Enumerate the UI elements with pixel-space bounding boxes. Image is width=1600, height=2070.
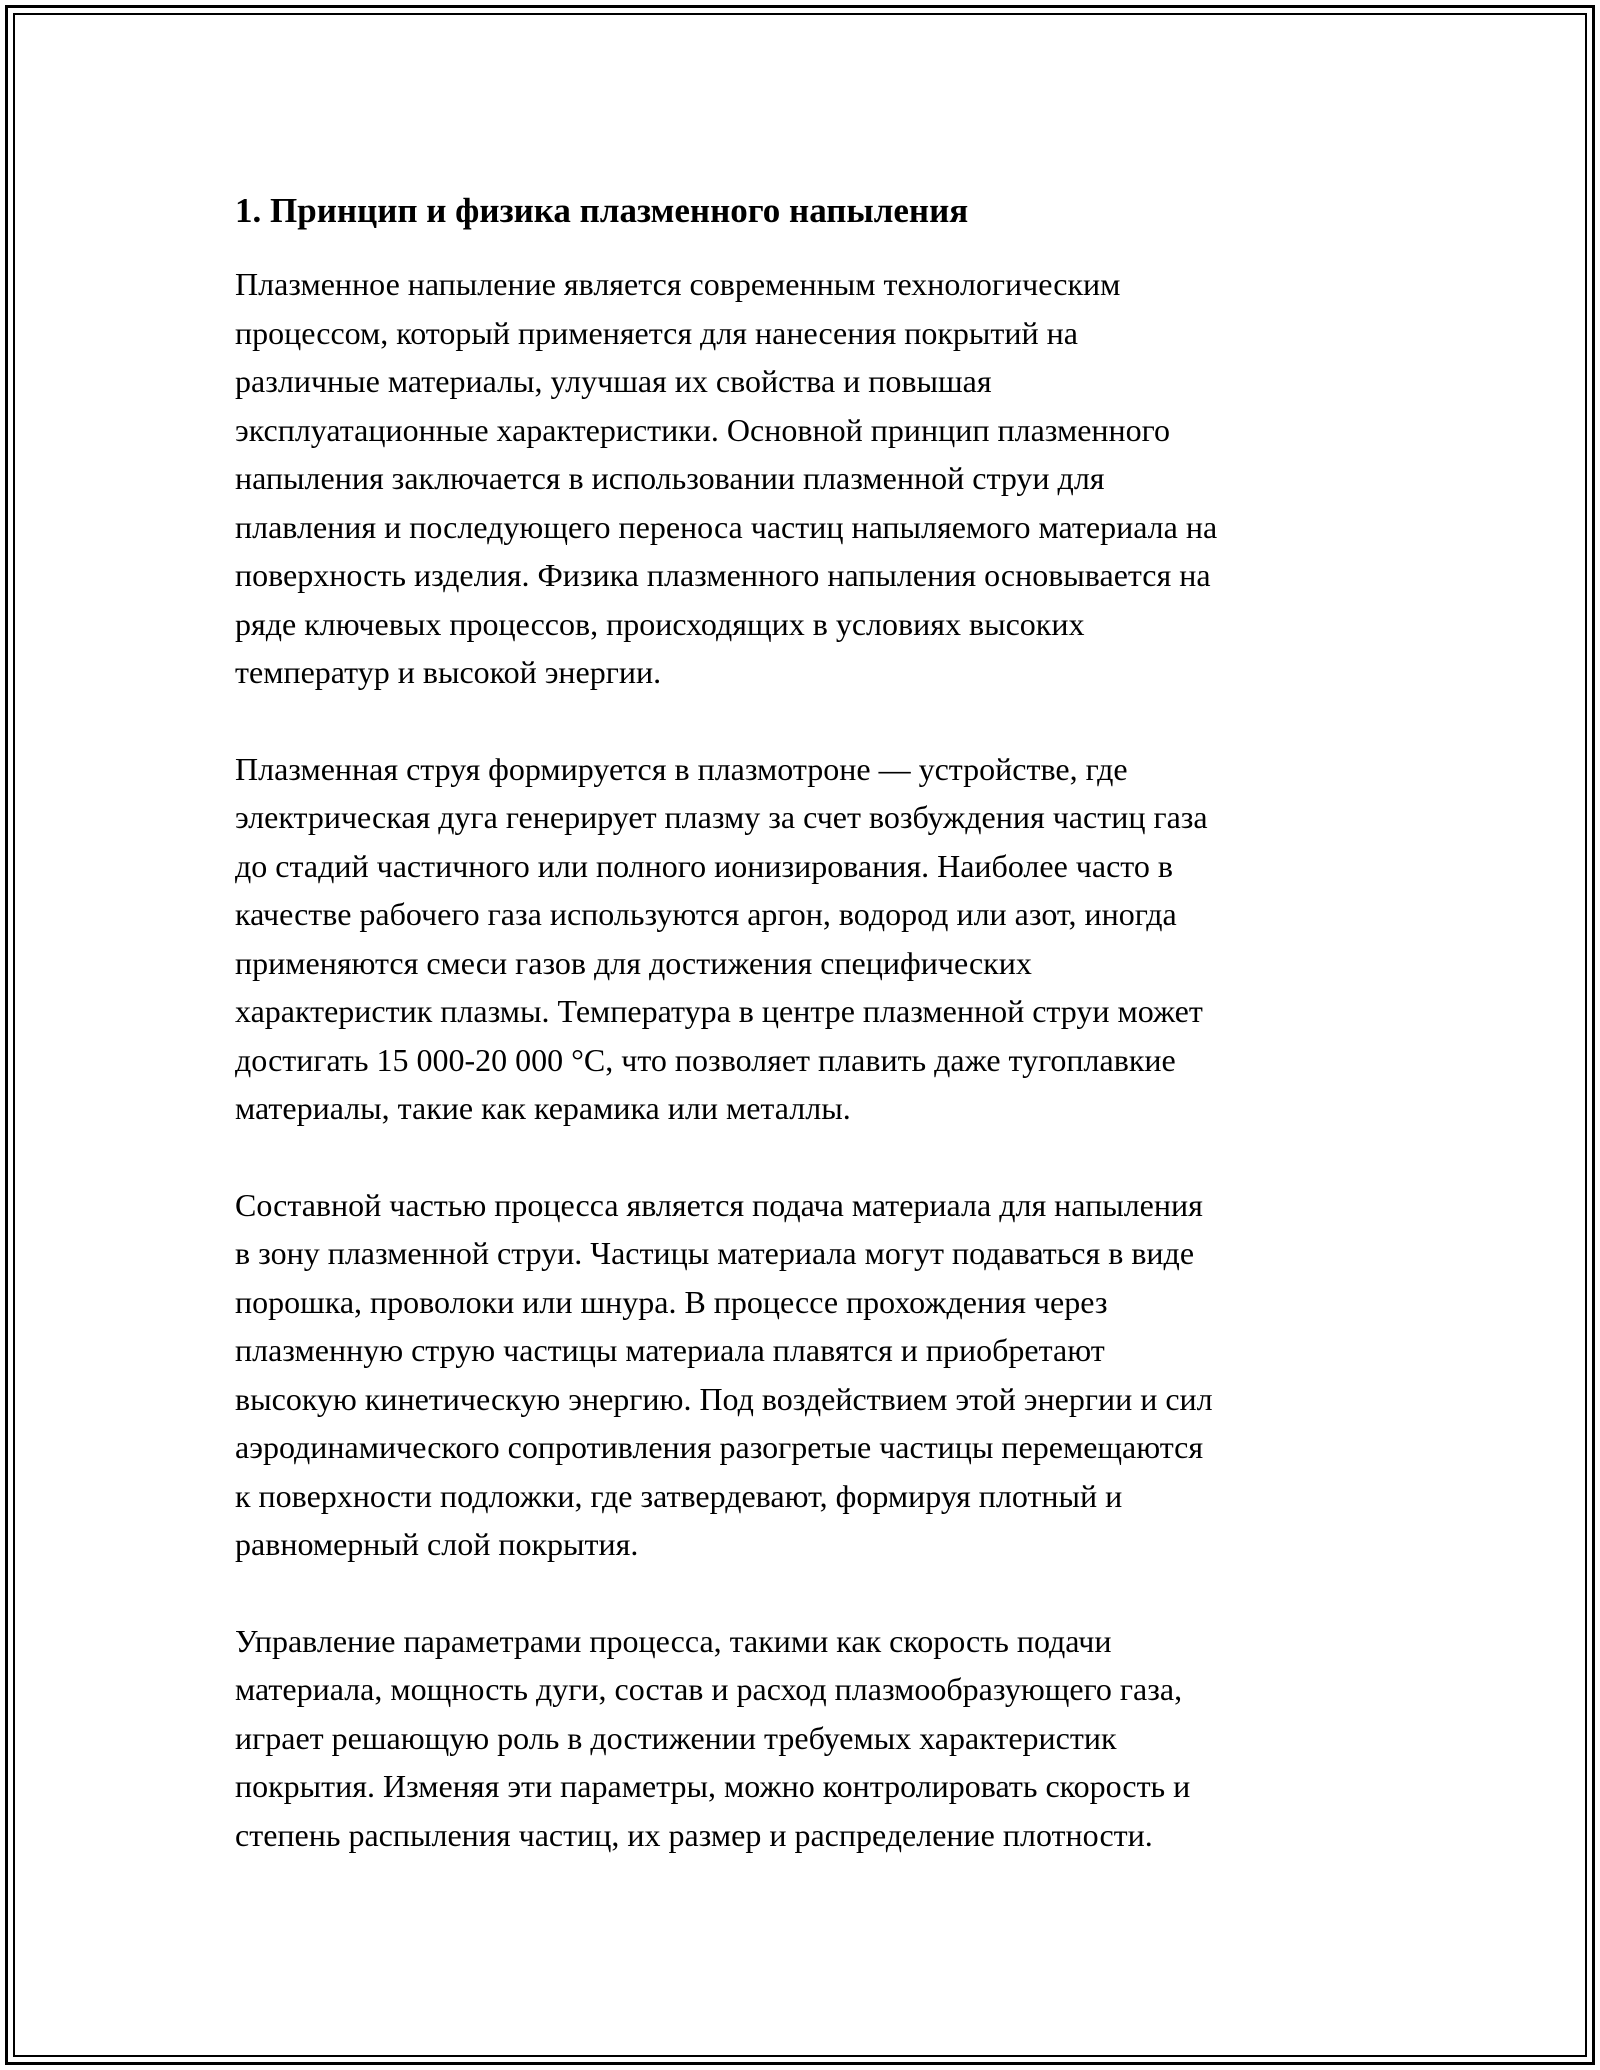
paragraph-line: температур и высокой энергии. bbox=[235, 654, 662, 690]
paragraph-line: материалы, такие как керамика или металлы. bbox=[235, 1090, 851, 1126]
paragraph-line: электрическая дуга генерирует плазму за счет возбуждения частиц газа bbox=[235, 799, 1208, 835]
paragraph-line: поверхность изделия. Физика плазменного напыления основывается на bbox=[235, 557, 1211, 593]
paragraph-line: в зону плазменной струи. Частицы материала могут подаваться в виде bbox=[235, 1235, 1195, 1271]
paragraph-line: различные материалы, улучшая их свойства и повышая bbox=[235, 363, 992, 399]
paragraph-line: равномерный слой покрытия. bbox=[235, 1526, 639, 1562]
paragraph-line: ряде ключевых процессов, происходящих в условиях высоких bbox=[235, 605, 1085, 642]
paragraph-line: играет решающую роль в достижении требуемых характеристик bbox=[235, 1719, 1117, 1756]
paragraph-line: материала, мощность дуги, состав и расход плазмообразующего газа, bbox=[235, 1671, 1183, 1707]
paragraph-line: высокую кинетическую энергию. Под воздействием этой энергии и сил bbox=[235, 1380, 1213, 1417]
paragraph-line: Плазменное напыление является современным технологическим bbox=[235, 266, 1121, 302]
paragraph-line: плазменную струю частицы материала плавятся и приобретают bbox=[235, 1332, 1105, 1368]
paragraph-line: качестве рабочего газа используются аргон, водород или азот, иногда bbox=[235, 896, 1177, 932]
paragraph-line: порошка, проволоки или шнура. В процессе прохождения через bbox=[235, 1283, 1108, 1320]
paragraph bbox=[235, 260, 1385, 697]
paragraph bbox=[235, 1181, 1385, 1569]
paragraph-line: Управление параметрами процесса, такими как скорость подачи bbox=[235, 1622, 1112, 1659]
paragraph-line: процессом, который применяется для нанесения покрытий на bbox=[235, 314, 1078, 351]
paragraph-line: достигать 15 000-20 000 °C, что позволяет плавить даже тугоплавкие bbox=[235, 1041, 1176, 1078]
section-heading: 1. Принцип и физика плазменного напыления bbox=[235, 191, 969, 230]
paragraph-line: степень распыления частиц, их размер и распределение плотности. bbox=[235, 1816, 1153, 1853]
paragraph-line: Плазменная струя формируется в плазмотроне — устройстве, где bbox=[235, 750, 1128, 787]
paragraph-line: аэродинамического сопротивления разогретые частицы перемещаются bbox=[235, 1429, 1204, 1465]
paragraph-line: плавления и последующего переноса частиц напыляемого материала на bbox=[235, 508, 1218, 545]
paragraph-list bbox=[235, 260, 1385, 1859]
paragraph bbox=[235, 1617, 1385, 1860]
paragraph-line: характеристик плазмы. Температура в центре плазменной струи может bbox=[235, 993, 1203, 1029]
paragraph-line: к поверхности подложки, где затвердевают, формируя плотный и bbox=[235, 1477, 1123, 1514]
paragraph-line: эксплуатационные характеристики. Основной принцип плазменного bbox=[235, 411, 1170, 448]
paragraph-line: до стадий частичного или полного ионизирования. Наиболее часто в bbox=[235, 847, 1173, 884]
document-body bbox=[235, 188, 1385, 1907]
paragraph-line: Составной частью процесса является подача материала для напыления bbox=[235, 1186, 1203, 1223]
paragraph bbox=[235, 745, 1385, 1133]
paragraph-line: применяются смеси газов для достижения специфических bbox=[235, 944, 1032, 981]
paragraph-line: покрытия. Изменяя эти параметры, можно контролировать скорость и bbox=[235, 1768, 1191, 1804]
paragraph-line: напыления заключается в использовании плазменной струи для bbox=[235, 460, 1105, 496]
